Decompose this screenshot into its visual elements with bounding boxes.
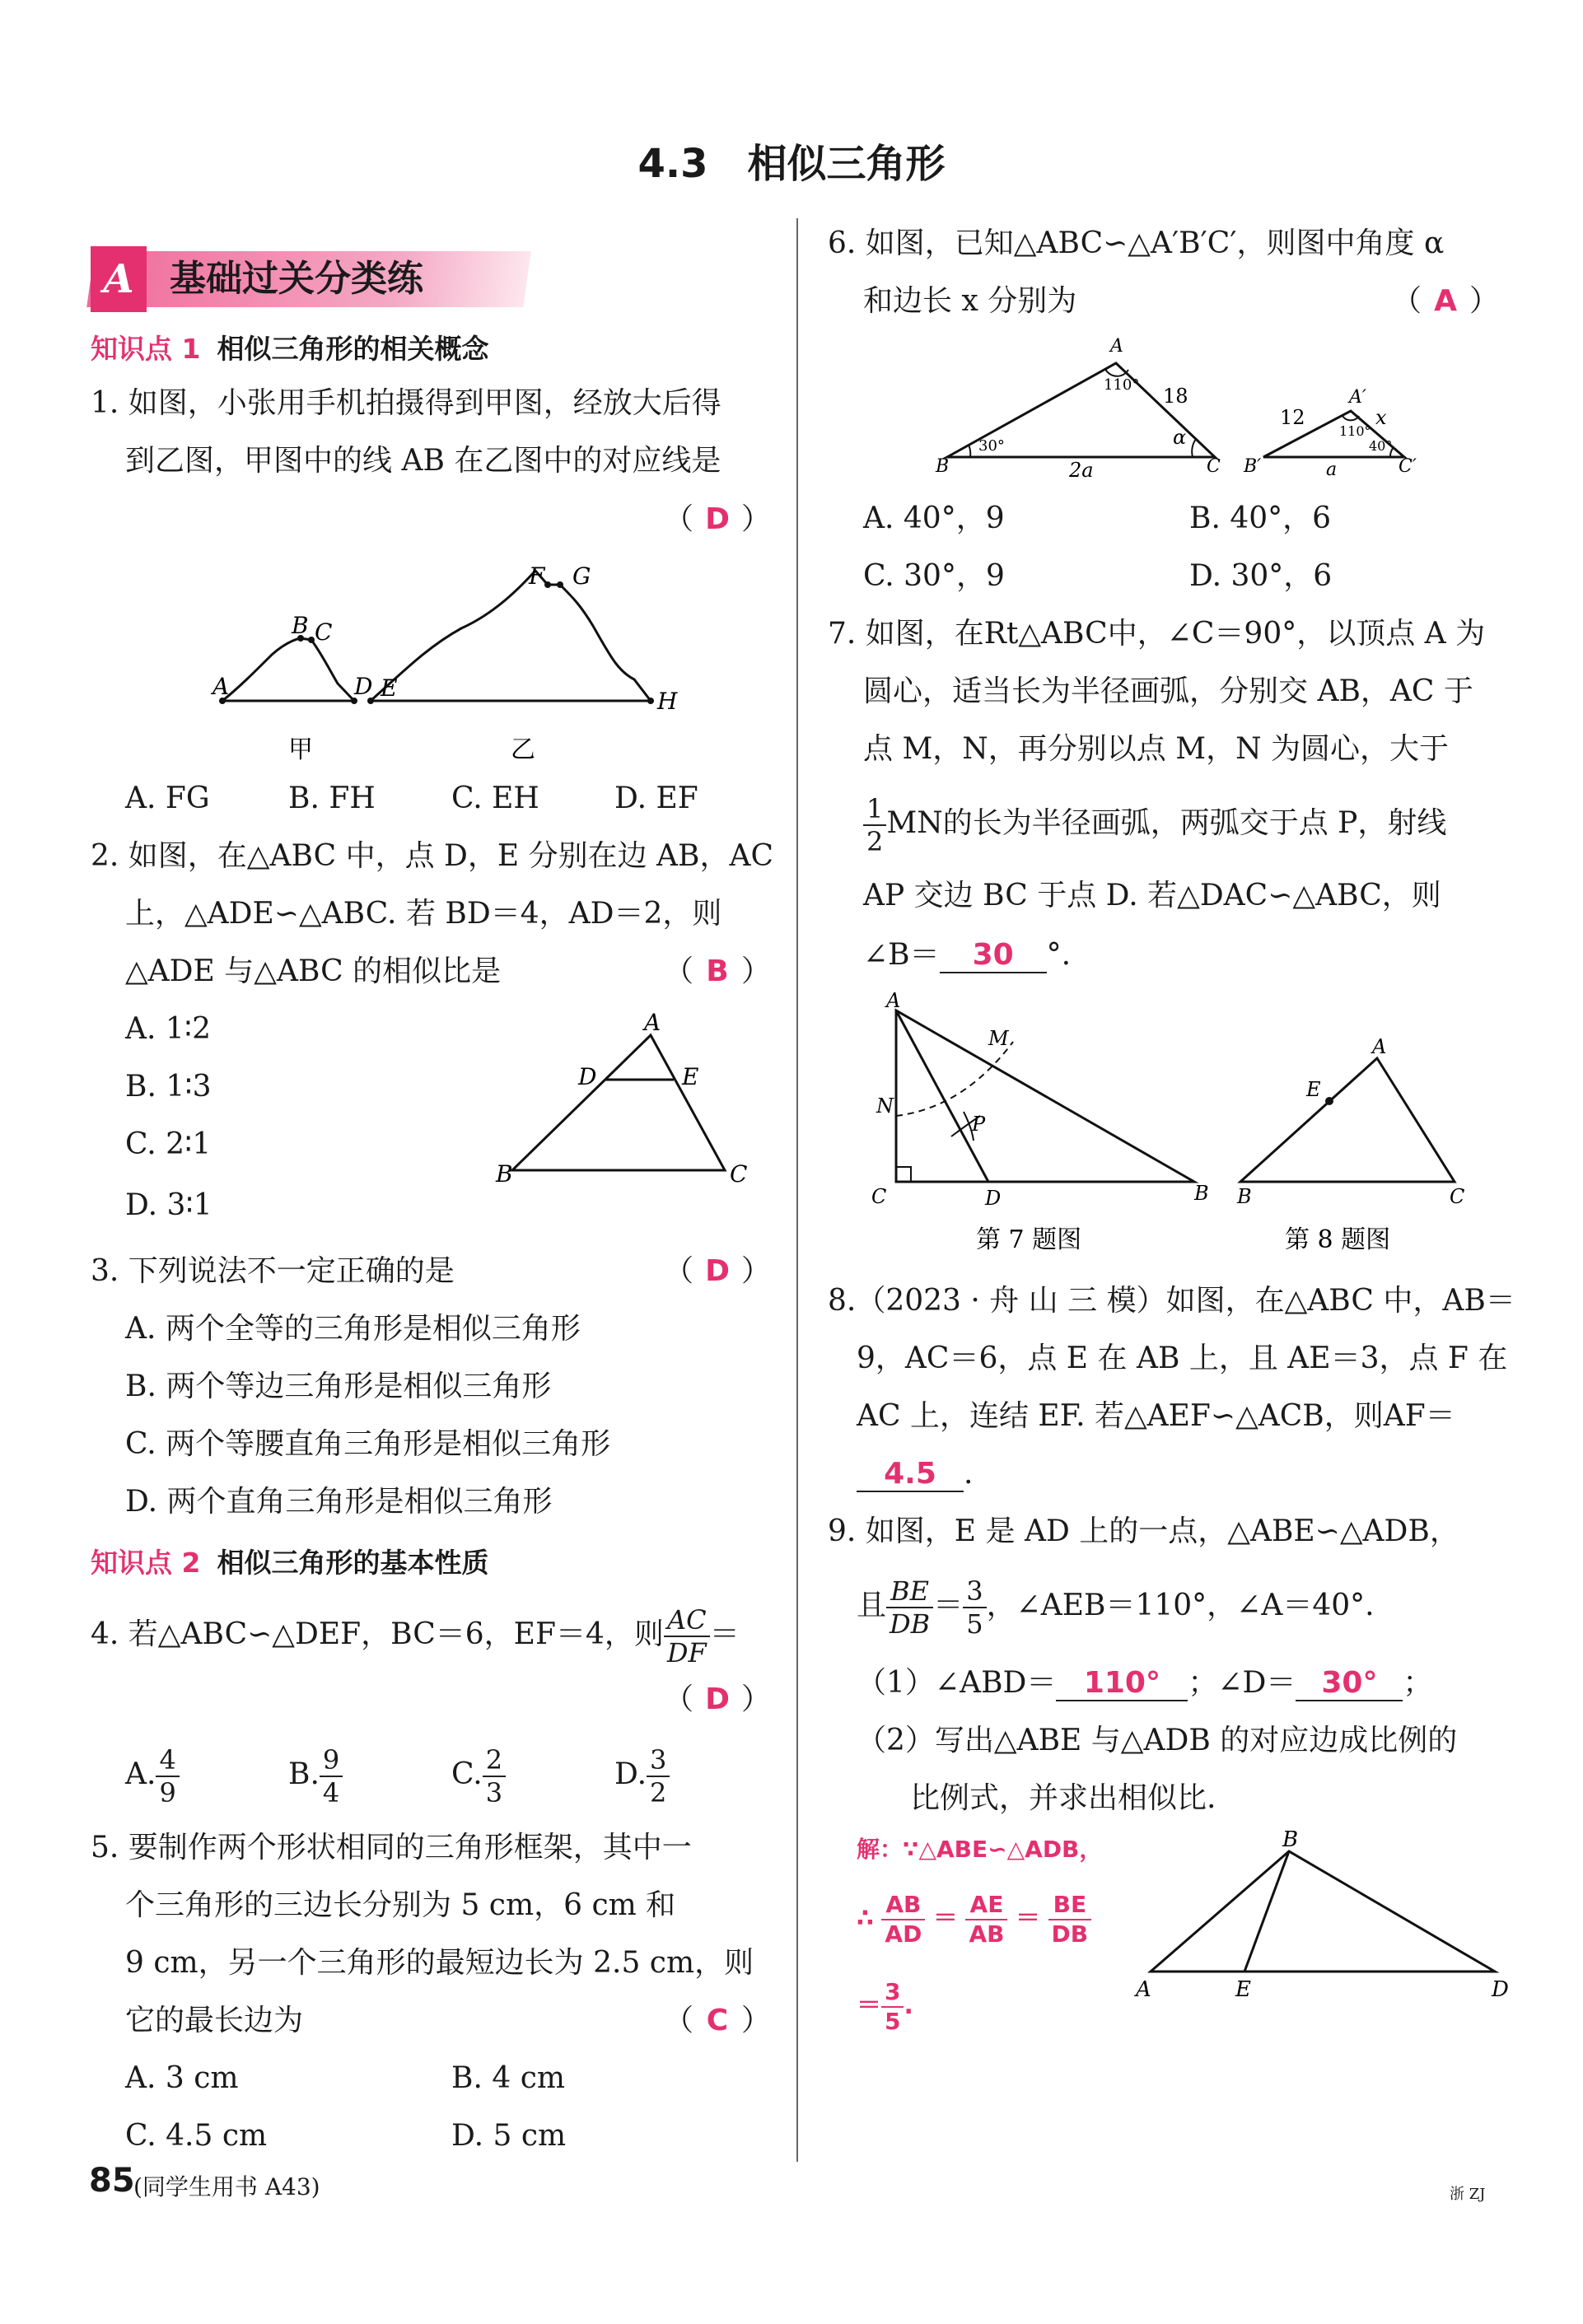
q2-label-D: D — [578, 1063, 597, 1090]
q6-option-d: D. 30°，6 — [1189, 559, 1333, 593]
q3-option-b: B. 两个等边三角形是相似三角形 — [125, 1370, 552, 1403]
q7-label-M: M — [988, 1027, 1009, 1050]
q2-answer: （ B ） — [664, 952, 771, 992]
q4-option-d: D. $\frac{3}{2}$ — [614, 1742, 670, 1808]
q8-line3: AC 上，连结 EF. 若△AEF∽△ACB，则AF＝ — [857, 1399, 1455, 1433]
q9-blank1[interactable]: 110° — [1056, 1667, 1188, 1701]
q7-line4: $\frac{1}{2}$ MN的长为半径画弧，两弧交于点 P，射线 — [863, 791, 1446, 856]
q6-option-a: A. 40°，9 — [863, 502, 1005, 535]
q8-line2: 9，AC＝6，点 E 在 AB 上，且 AE＝3，点 F 在 — [857, 1342, 1508, 1375]
q6-option-c: C. 30°，9 — [863, 559, 1005, 593]
q1-mountain-yi — [371, 571, 651, 701]
q1-line1: 1. 如图，小张用手机拍摄得到甲图，经放大后得 — [91, 386, 721, 420]
q2-option-c: C. 2∶1 — [125, 1127, 212, 1161]
q6-answer: （ A ） — [1392, 282, 1499, 321]
q7-line6: ∠B＝ 30 °. — [863, 938, 1072, 972]
q7-label-P: P — [972, 1113, 986, 1136]
q2-line3: △ADE 与△ABC 的相似比是 — [125, 954, 502, 988]
knowledge-point-label: 知识点 2 — [91, 1547, 201, 1579]
q9-label-B: B — [1282, 1828, 1299, 1852]
q4-text: 4. 若△ABC∽△DEF，BC＝6，EF＝4，则 — [91, 1617, 664, 1651]
q5-option-b: B. 4 cm — [451, 2061, 565, 2095]
q8-label-E: E — [1306, 1078, 1321, 1101]
q5-line3: 9 cm，另一个三角形的最短边长为 2.5 cm，则 — [125, 1946, 754, 1980]
q9-line1: 9. 如图，E 是 AD 上的一点，△ABE∽△ADB， — [828, 1514, 1459, 1548]
q5-option-c: C. 4.5 cm — [125, 2119, 268, 2153]
q6-side-x: x — [1375, 406, 1387, 429]
q3-answer-value: D — [705, 1254, 730, 1288]
knowledge-point-label: 知识点 1 — [91, 333, 201, 365]
q7-line2: 圆心，适当长为半径画弧，分别交 AB，AC 于 — [863, 674, 1473, 708]
q5-option-a: A. 3 cm — [125, 2061, 239, 2095]
q6-side-a: a — [1326, 460, 1338, 480]
q6-side-12: 12 — [1280, 406, 1305, 429]
q1-label-B: B — [292, 612, 309, 639]
footer-book-ref: (同学生用书 A43) — [133, 2173, 320, 2200]
q2-triangle-abc — [512, 1035, 725, 1170]
q9-figure — [1132, 1828, 1520, 2009]
q6-figure — [931, 334, 1441, 498]
q9-sub2-line2: 比例式，并求出相似比. — [910, 1781, 1216, 1815]
q1-label-H: H — [657, 688, 678, 715]
q7-label-D: D — [985, 1187, 1002, 1210]
q2-line1: 2. 如图，在△ABC 中，点 D，E 分别在边 AB，AC — [91, 839, 774, 873]
q3-option-a: A. 两个全等的三角形是相似三角形 — [125, 1312, 581, 1346]
footer-edition: 浙 ZJ — [1450, 2186, 1486, 2203]
section-label: 基础过关分类练 — [170, 258, 423, 300]
q7-line5: AP 交边 BC 于点 D. 若△DAC∽△ABC，则 — [863, 879, 1441, 912]
column-divider — [796, 218, 798, 2162]
q5-line1: 5. 要制作两个形状相同的三角形框架，其中一 — [91, 1831, 692, 1864]
q1-line2: 到乙图，甲图中的线 AB 在乙图中的对应线是 — [125, 444, 721, 478]
q2-label-A: A — [644, 1009, 661, 1036]
q1-figure — [206, 548, 700, 778]
q1-label-G: G — [572, 562, 591, 590]
q5-line4: 它的最长边为 — [125, 2004, 304, 2037]
q8-label-B: B — [1237, 1185, 1252, 1208]
q3-option-c: C. 两个等腰直角三角形是相似三角形 — [125, 1427, 611, 1461]
q8-caption: 第 8 题图 — [1285, 1225, 1391, 1254]
q1-mountain-jia — [222, 638, 354, 701]
q8-line1: 8.（2023 · 舟 山 三 模）如图，在△ABC 中，AB＝ — [828, 1284, 1515, 1318]
q7-label-B: B — [1194, 1182, 1209, 1205]
q2-option-d: D. 3∶1 — [125, 1188, 212, 1222]
q2-line2: 上，△ADE∽△ABC. 若 BD＝4，AD＝2，则 — [125, 897, 722, 931]
q7-label-C: C — [871, 1185, 887, 1208]
q1-label-F: F — [529, 562, 545, 590]
q8-figure — [1227, 1034, 1483, 1256]
q9-label-D: D — [1492, 1977, 1509, 2002]
q6-label-C: C — [1207, 456, 1221, 477]
q9-label-A: A — [1136, 1977, 1151, 2002]
q6-side-18: 18 — [1163, 385, 1188, 408]
q1-label-C: C — [315, 618, 333, 646]
q8-point-e — [1325, 1097, 1333, 1105]
q6-angle-alpha: α — [1173, 426, 1187, 449]
q9-sub2-line1: （2）写出△ABE 与△ADB 的对应边成比例的 — [857, 1724, 1458, 1757]
knowledge-point-2 — [91, 1542, 488, 1580]
q9-sub1: （1）∠ABD＝ 110° ；∠D＝ 30° ； — [857, 1666, 1433, 1700]
q9-solution-line2: ∴ $\frac{AB}{AD}$ ＝ $\frac{AE}{AB}$ ＝ $\frac{BE}{DB}$ — [857, 1886, 1091, 1952]
knowledge-point-text: 相似三角形的相关概念 — [217, 333, 489, 365]
q1-caption-yi: 乙 — [511, 735, 535, 764]
q6-side-2a: 2a — [1069, 459, 1094, 482]
q8-line4: 4.5 . — [857, 1454, 973, 1494]
q4-option-a: A. $\frac{4}{9}$ — [125, 1742, 180, 1808]
q7-label-A: A — [886, 992, 901, 1012]
q4-line1 — [91, 1602, 740, 1668]
q2-label-E: E — [682, 1063, 699, 1090]
q8-blank[interactable]: 4.5 — [857, 1458, 964, 1492]
q7-arc — [896, 1042, 1013, 1116]
section-banner — [91, 251, 527, 307]
q4-option-c: C. $\frac{2}{3}$ — [451, 1742, 506, 1808]
q8-label-C: C — [1450, 1185, 1465, 1208]
q6-line2: 和边长 x 分别为 — [863, 284, 1077, 318]
q5-line2: 个三角形的三边长分别为 5 cm，6 cm 和 — [125, 1888, 676, 1922]
page-number: 85 — [89, 2162, 135, 2200]
q1-option-b: B. FH — [288, 782, 376, 815]
q2-label-C: C — [730, 1160, 748, 1188]
q9-blank2[interactable]: 30° — [1296, 1667, 1403, 1701]
knowledge-point-1 — [91, 328, 488, 366]
q2-figure — [486, 1009, 766, 1194]
q7-line3: 点 M，N，再分别以点 M，N 为圆心，大于 — [863, 732, 1450, 766]
q9-triangle-abd — [1151, 1851, 1495, 1972]
q9-solution-line3: ＝ $\frac{3}{5}$ . — [857, 1978, 913, 2035]
q9-line2: 且 $\frac{BE}{DB}$ ＝ $\frac{3}{5}$ ，∠AEB＝110°，∠A＝40°. — [857, 1575, 1375, 1640]
q6-answer-value: A — [1434, 284, 1457, 318]
section-letter: A — [103, 256, 134, 302]
q3-option-d: D. 两个直角三角形是相似三角形 — [125, 1485, 553, 1519]
q1-option-a: A. FG — [125, 782, 210, 815]
q5-answer: （ C ） — [664, 2001, 771, 2041]
q4-answer-value: D — [705, 1682, 730, 1716]
q6-label-C2: C′ — [1399, 456, 1417, 477]
q6-angle-110: 110° — [1104, 376, 1140, 394]
q1-label-E: E — [381, 674, 398, 702]
q9-label-E: E — [1235, 1977, 1251, 2002]
q6-angle-40: 40° — [1369, 438, 1393, 454]
q3-line1: 3. 下列说法不一定正确的是 — [91, 1254, 455, 1288]
q4-equals: ＝ — [709, 1617, 740, 1651]
q5-answer-value: C — [706, 2004, 729, 2037]
q5-option-d: D. 5 cm — [451, 2119, 567, 2153]
q4-option-b: B. $\frac{9}{4}$ — [288, 1742, 343, 1808]
q7-figure — [865, 992, 1219, 1256]
q1-option-d: D. EF — [614, 782, 698, 815]
q6-option-b: B. 40°，6 — [1189, 502, 1332, 535]
q1-label-D: D — [354, 673, 373, 700]
q1-answer: （ D ） — [664, 500, 771, 539]
q6-label-B: B — [936, 456, 950, 477]
q6-line1: 6. 如图，已知△ABC∽△A′B′C′，则图中角度 α — [828, 226, 1445, 260]
page-title: 4.3 相似三角形 — [637, 141, 946, 187]
q6-angle-110b: 110° — [1339, 423, 1371, 439]
q2-option-b: B. 1∶3 — [125, 1070, 212, 1104]
q4-answer: （ D ） — [664, 1680, 771, 1720]
q1-label-A: A — [212, 673, 230, 700]
q7-label-N: N — [876, 1094, 894, 1118]
q9-solution-line1: 解：∵△ABE∽△ADB， — [857, 1836, 1103, 1863]
q1-caption-jia: 甲 — [288, 735, 313, 764]
q1-option-c: C. EH — [451, 782, 539, 815]
q2-answer-value: B — [706, 954, 729, 988]
q7-blank[interactable]: 30 — [940, 939, 1047, 973]
knowledge-point-text: 相似三角形的基本性质 — [217, 1547, 489, 1579]
q6-label-A2: A′ — [1349, 387, 1366, 408]
q1-answer-value: D — [705, 502, 730, 536]
q3-answer: （ D ） — [664, 1252, 771, 1291]
q6-label-A: A — [1110, 336, 1123, 357]
q8-label-A: A — [1372, 1035, 1387, 1058]
q2-option-a: A. 1∶2 — [125, 1012, 212, 1046]
q4-fraction: $\frac{AC}{DF}$ — [664, 1607, 710, 1666]
q7-caption: 第 7 题图 — [976, 1225, 1082, 1254]
q6-angle-30: 30° — [978, 437, 1005, 455]
q6-label-B2: B′ — [1244, 456, 1262, 477]
q2-label-B: B — [496, 1160, 513, 1188]
q7-line1: 7. 如图，在Rt△ABC中，∠C＝90°，以顶点 A 为 — [828, 617, 1486, 651]
q8-triangle-abc — [1240, 1058, 1455, 1182]
